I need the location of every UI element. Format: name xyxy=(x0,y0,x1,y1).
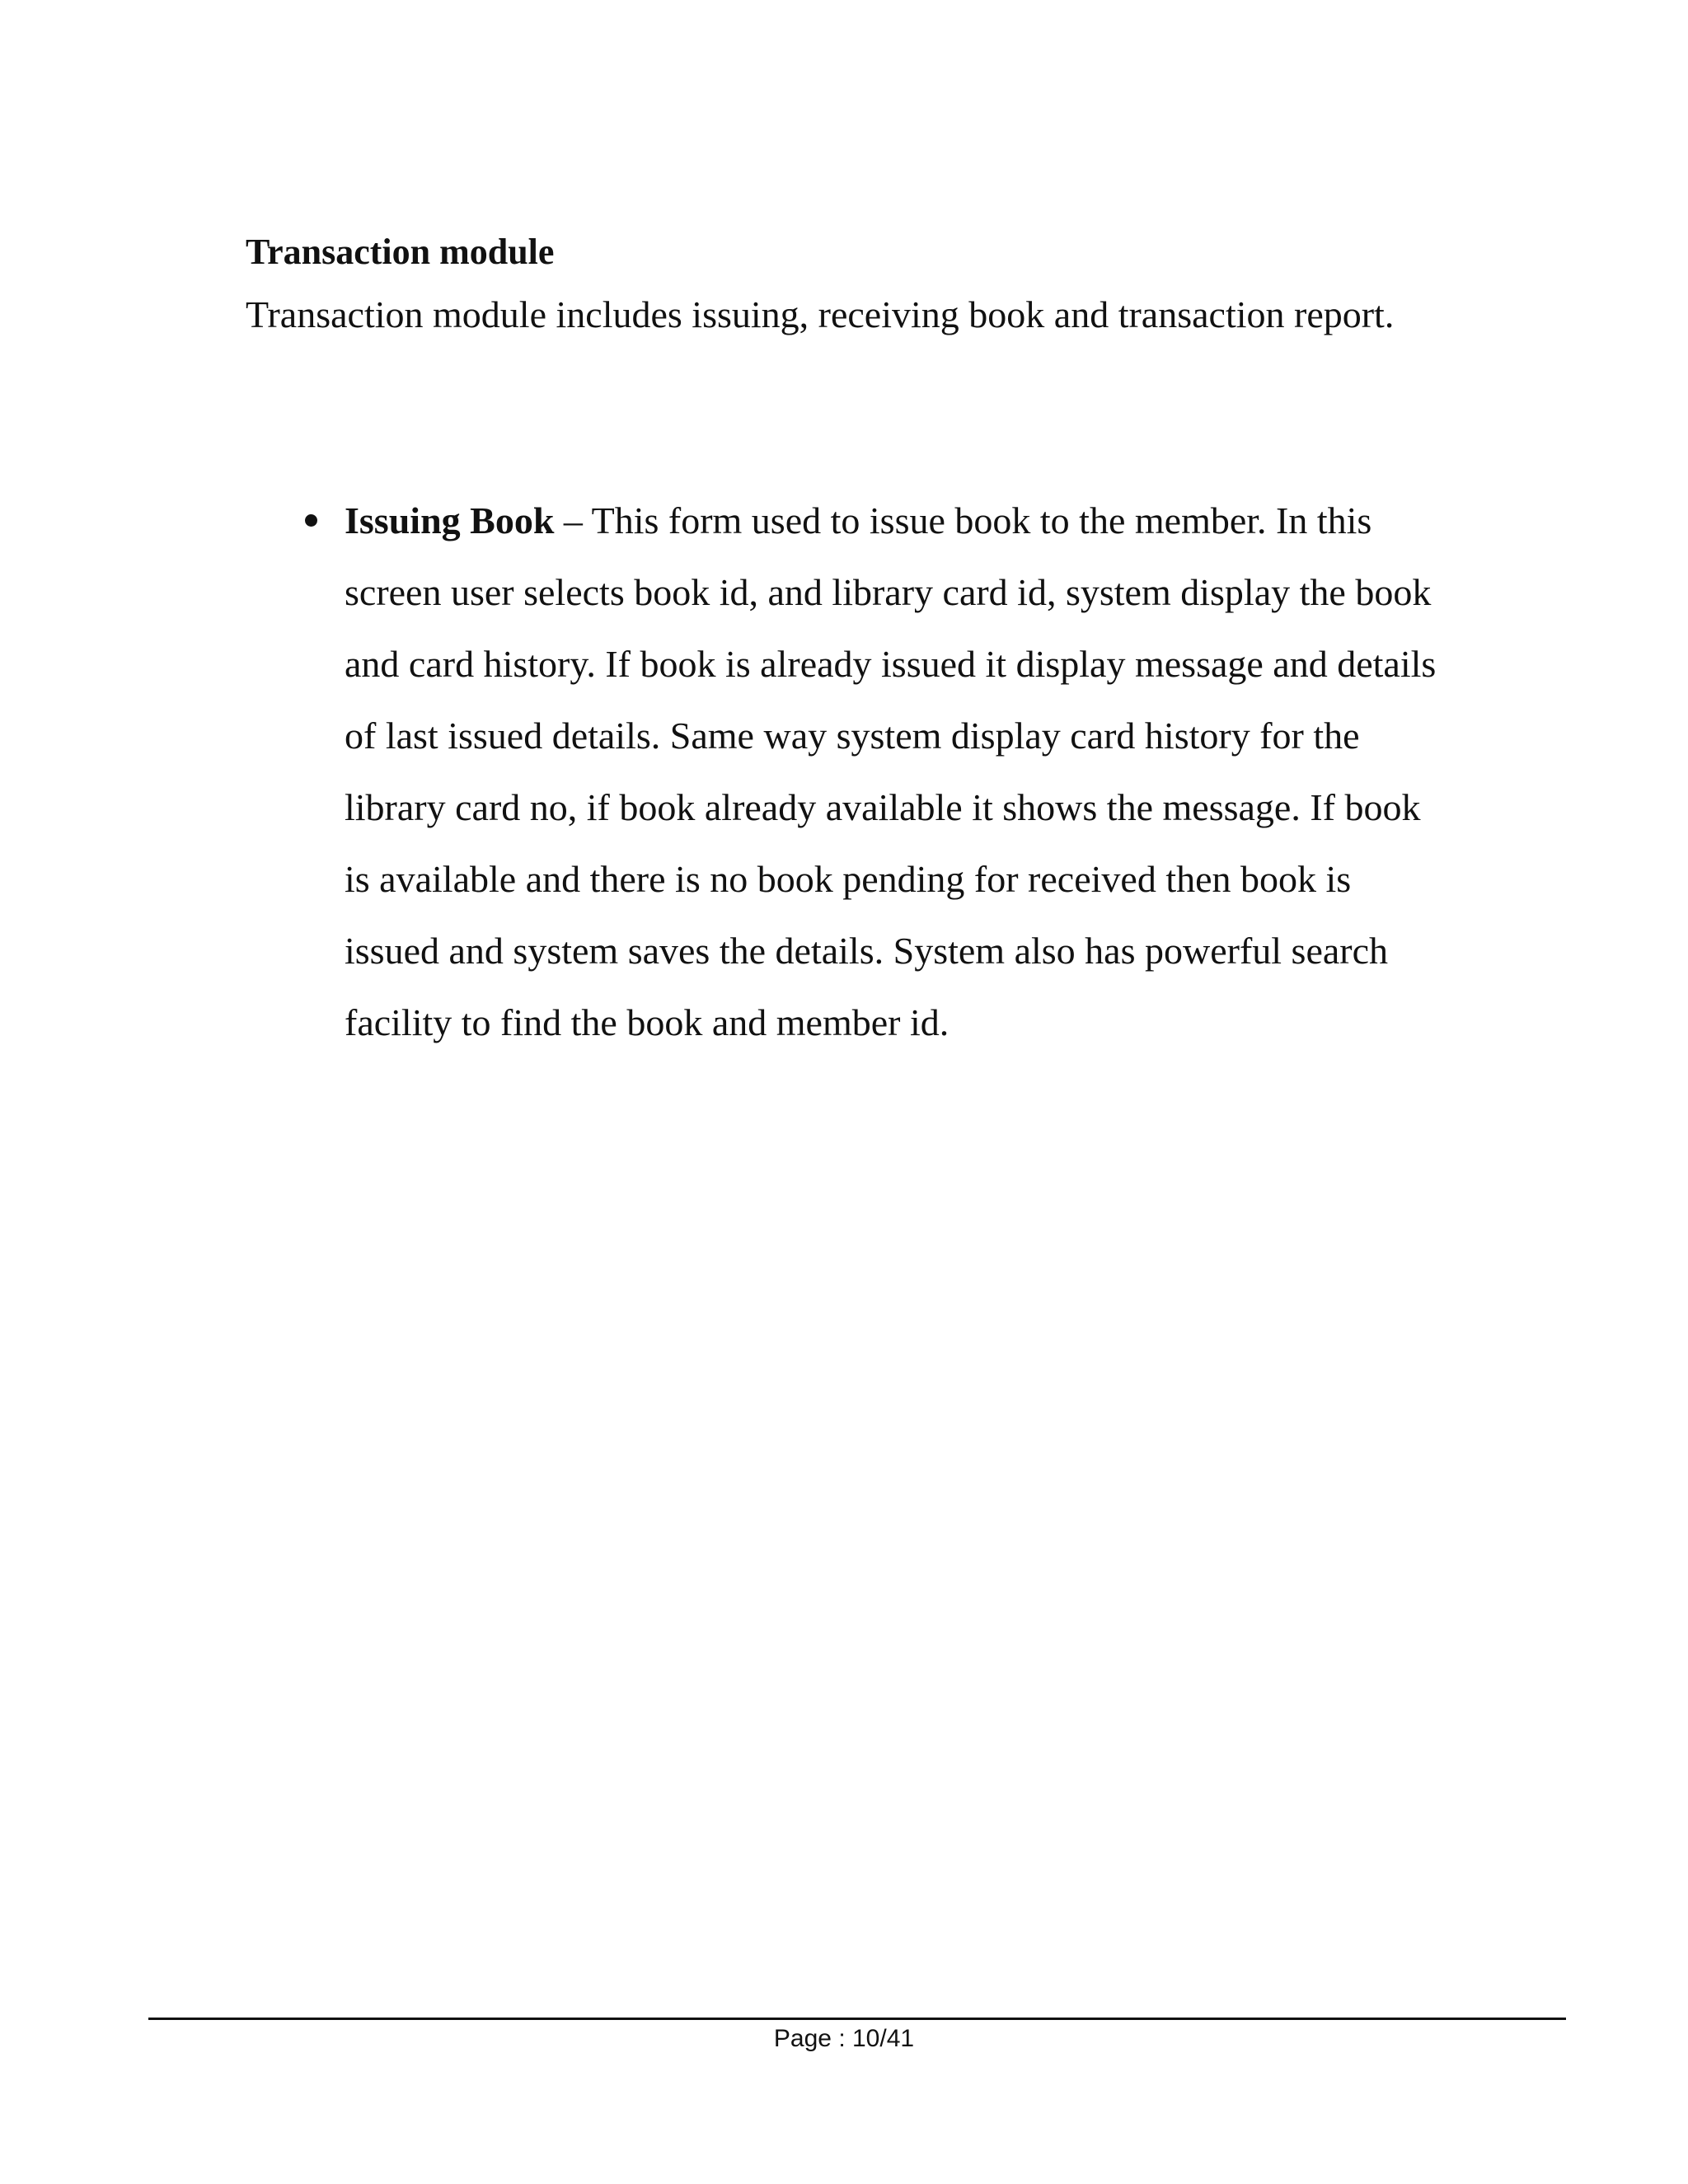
footer-divider xyxy=(148,2018,1566,2020)
section-heading: Transaction module xyxy=(246,232,555,272)
bullet-separator: – xyxy=(554,499,592,541)
bullet-icon xyxy=(305,514,317,527)
page-number: Page : 10/41 xyxy=(773,2025,915,2052)
bullet-list xyxy=(297,485,1451,1058)
list-item xyxy=(297,485,1451,1058)
bullet-text: This form used to issue book to the member. In this screen user selects book id, and library card id, system display the book and card history. If book is already issued it display message and details of last issued details. Same way system display card history for the library card no, if book already available it shows the message. If book is available and there is no book pending for received then book is issued and system saves the details. System also has powerful search facility to find the book and member id. xyxy=(345,499,1437,1043)
section-intro-paragraph: Transaction module includes issuing, receiving book and transaction report. xyxy=(246,293,1395,335)
bullet-term: Issuing Book xyxy=(345,499,555,541)
